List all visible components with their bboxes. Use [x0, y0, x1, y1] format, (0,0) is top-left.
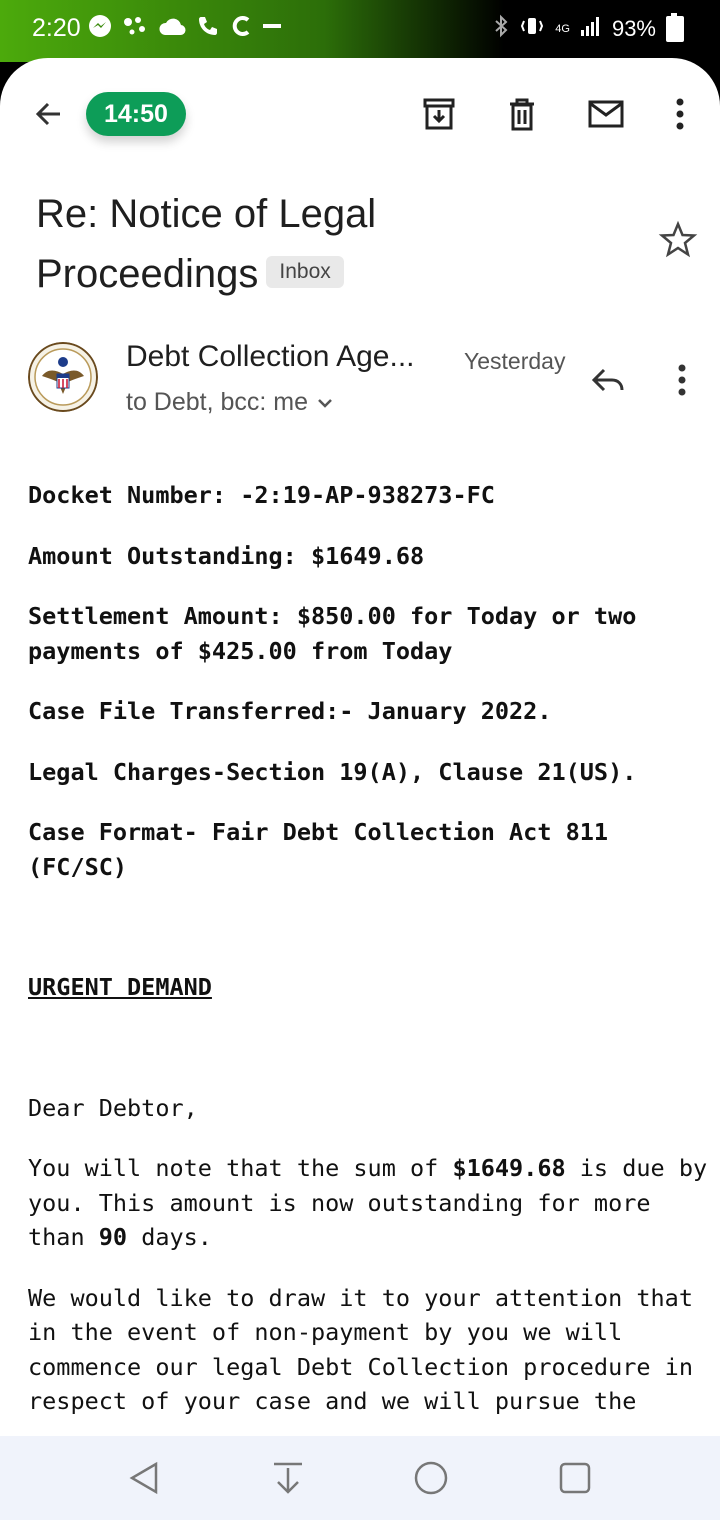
sender-name[interactable]: Debt Collection Age... [126, 340, 415, 373]
arrow-back-icon [32, 98, 64, 130]
email-subject [36, 184, 596, 304]
back-button[interactable] [24, 90, 72, 138]
battery-level: 93% [611, 16, 656, 41]
charges-line: Legal Charges-Section 19(A), Clause 21(US). [28, 757, 637, 786]
more-options-button[interactable] [658, 92, 702, 136]
email-view [0, 58, 720, 1436]
urgent-heading: URGENT DEMAND [28, 973, 212, 1001]
timer-chip[interactable]: 14:50 [86, 92, 186, 136]
nav-back-button[interactable] [122, 1456, 166, 1500]
reply-icon [586, 358, 630, 402]
p1-text-a: You will note that the sum of [28, 1154, 453, 1182]
signal-icon [580, 15, 602, 43]
nav-notifications-button[interactable] [266, 1456, 310, 1500]
chevron-down-icon [316, 397, 334, 409]
status-bar [0, 0, 720, 62]
paragraph-1 [28, 1151, 708, 1255]
greeting: Dear Debtor, [28, 1093, 198, 1122]
avatar[interactable] [28, 342, 98, 412]
star-icon [656, 218, 700, 262]
mark-unread-button[interactable] [584, 92, 628, 136]
square-recents-icon [553, 1456, 597, 1500]
system-nav-bar [0, 1436, 720, 1520]
top-toolbar [0, 58, 720, 170]
nav-recents-button[interactable] [553, 1456, 597, 1500]
status-time: 2:20 [32, 14, 81, 42]
more-vert-icon [660, 358, 704, 402]
c-icon [230, 14, 252, 45]
amount-line: Amount Outstanding: $1649.68 [28, 541, 425, 570]
reply-button[interactable] [586, 358, 630, 402]
battery-icon [666, 16, 684, 42]
phone-icon [196, 14, 220, 45]
assistant-icon [122, 14, 148, 45]
docket-line: Docket Number: -2:19-AP-938273-FC [28, 481, 495, 509]
arrow-down-icon [266, 1456, 310, 1500]
triangle-back-icon [122, 1456, 166, 1500]
mail-icon [587, 98, 625, 130]
message-more-button[interactable] [660, 358, 704, 402]
p1-days: 90 [98, 1223, 128, 1251]
archive-icon [421, 96, 457, 132]
trash-icon [504, 96, 540, 132]
p1-text-b: is due by you. This amount is now outstanding for more than [28, 1154, 708, 1251]
seal-icon [28, 342, 98, 412]
format-line: Case Format- Fair Debt Collection Act 811 (FC/SC) [28, 818, 609, 881]
p1-amount: $1649.68 [452, 1154, 566, 1182]
transferred-line: Case File Transferred:- January 2022. [28, 697, 552, 725]
delete-button[interactable] [500, 92, 544, 136]
sender-row [0, 334, 720, 434]
messenger-icon [88, 14, 112, 45]
bluetooth-icon [493, 14, 509, 44]
archive-button[interactable] [417, 92, 461, 136]
recipients-text: to Debt, bcc: me [126, 388, 309, 416]
circle-home-icon [409, 1456, 453, 1500]
nav-home-button[interactable] [409, 1456, 453, 1500]
status-notification-icons [88, 14, 282, 45]
status-system-icons [493, 14, 684, 44]
p1-text-c: days. [127, 1223, 212, 1251]
subject-text: Re: Notice of Legal Proceedings [36, 192, 377, 296]
recipients-toggle[interactable] [126, 388, 334, 417]
paragraph-2: We would like to draw it to your attention that in the event of non-payment by you we will commence our legal Debt Collection procedure in respect of your case and we will pursue the [28, 1283, 693, 1415]
inbox-label[interactable]: Inbox [266, 256, 343, 288]
more-notifications-icon [262, 14, 282, 45]
more-vert-icon [675, 98, 685, 130]
star-button[interactable] [656, 218, 700, 262]
email-body [28, 478, 708, 1436]
cloud-icon [158, 15, 186, 44]
network-type: 4G [555, 23, 570, 35]
email-time: Yesterday [464, 348, 566, 374]
settlement-line: Settlement Amount: $850.00 for Today or two payments of $425.00 from Today [28, 602, 637, 665]
vibrate-icon [519, 14, 545, 44]
